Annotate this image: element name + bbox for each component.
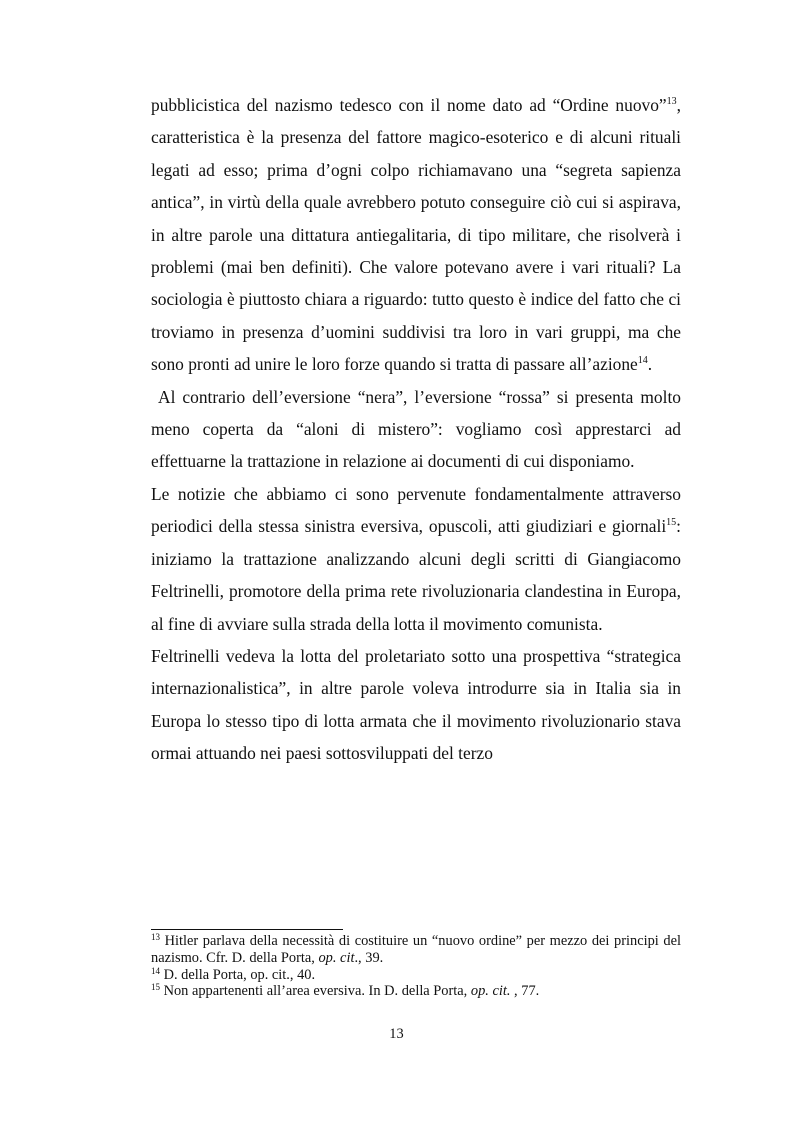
footnote-ref-14[interactable]: 14 — [637, 355, 648, 367]
body-text — [151, 89, 686, 770]
footnote-text: Hitler parlava della necessità di costituire un “nuovo ordine” per mezzo dei principi del nazismo. Cfr. D. della Porta, — [151, 933, 681, 966]
footnote-15 — [151, 983, 681, 1000]
footnotes — [151, 933, 681, 1000]
footnote-number: 14 — [151, 965, 160, 976]
footnote-13 — [151, 933, 681, 967]
footnote-14 — [151, 967, 681, 984]
paragraph-text: . — [647, 354, 653, 375]
footnote-text: Non appartenenti all’area eversiva. In D. della Porta, — [160, 983, 471, 1000]
paragraph-1 — [151, 89, 681, 381]
footnote-text: , 77. — [510, 983, 540, 1000]
paragraph-3 — [151, 478, 681, 640]
footnote-text: ., 39. — [354, 949, 384, 966]
footnote-number: 15 — [151, 982, 160, 993]
footnote-separator — [151, 929, 343, 930]
paragraph-text: , caratteristica è la presenza del fattore magico-esoterico e di alcuni rituali legati ad esso; prima d’ogni colpo richiamavano una “segreta sapienza antica”, in virtù della quale avrebbero potuto conseguire ciò cui si aspirava, in altre parole una dittatura antiegalitaria, di tipo militare, che risolverà i problemi (mai ben definiti). Che valore potevano avere i vari rituali? La sociologia è piuttosto chiara a riguardo: tutto questo è indice del fatto che ci troviamo in presenza d’uomini suddivisi tra loro in vari gruppi, ma che sono pronti ad unire le loro forze quando si tratta di passare all’azione — [151, 95, 681, 375]
paragraph-2: Al contrario dell’eversione “nera”, l’eversione “rossa” si presenta molto meno coperta da “aloni di mistero”: vogliamo così apprestarci ad effettuarne la trattazione in relazione ai documenti di cui disponiamo. — [151, 386, 686, 472]
footnote-ref-13[interactable]: 13 — [666, 96, 677, 107]
footnote-italic: op. cit. — [470, 983, 511, 1000]
footnote-italic: op. cit — [318, 949, 355, 966]
paragraph-text: pubblicistica del nazismo tedesco con il nome dato ad “Ordine nuovo” — [151, 95, 667, 115]
page-number: 13 — [389, 1026, 404, 1042]
footnote-ref-15[interactable]: 15 — [666, 517, 677, 529]
footnote-number: 13 — [151, 932, 160, 942]
footnote-text: D. della Porta, op. cit., 40. — [160, 966, 316, 983]
paragraph-4: Feltrinelli vedeva la lotta del proletariato sotto una prospettiva “strategica internazionalistica”, in altre parole voleva introdurre sia in Italia sia in Europa lo stesso tipo di lotta armata che il movimento rivoluzionario stava ormai attuando nei paesi sottosviluppati del terzo — [151, 645, 681, 764]
paragraph-text: : iniziamo la trattazione analizzando alcuni degli scritti di Giangiacomo Feltrinelli, promotore della prima rete rivoluzionaria clandestina in Europa, al fine di avviare sulla strada della lotta il movimento comunista. — [151, 516, 681, 634]
paragraph-text: Le notizie che abbiamo ci sono pervenute fondamentalmente attraverso periodici della stessa sinistra eversiva, opuscoli, atti giudiziari e giornali — [151, 483, 681, 537]
